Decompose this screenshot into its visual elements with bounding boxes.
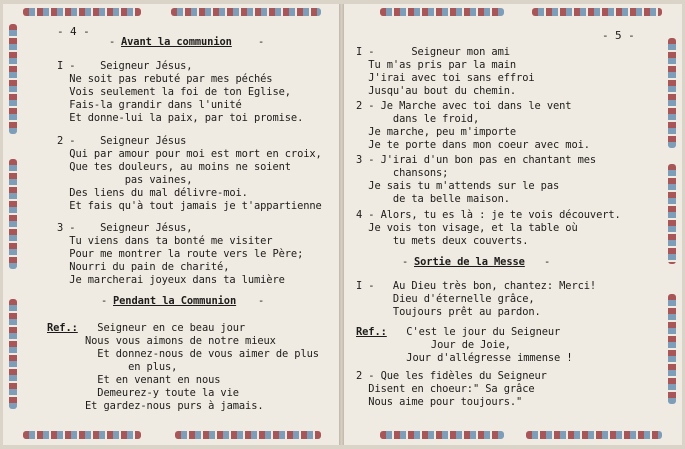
ornament-border-bottom-left	[380, 431, 504, 439]
section-dash: -	[402, 256, 409, 268]
verse-line: I - Seigneur mon ami	[356, 46, 510, 58]
section-title: Avant la communion	[121, 36, 232, 48]
verse-line: de ta belle maison.	[356, 193, 510, 205]
verse-line: I - Au Dieu très bon, chantez: Merci!	[356, 280, 597, 292]
refrain-label: Ref.:	[47, 322, 78, 334]
verse-line: Je marche, peu m'importe	[356, 126, 517, 138]
verse-line: 2 - Que les fidèles du Seigneur	[356, 370, 547, 382]
section-dash: -	[258, 295, 265, 307]
verse-line: Tu viens dans ta bonté me visiter	[57, 235, 273, 247]
verse-line: Je sais tu m'attends sur le pas	[356, 180, 560, 192]
ornament-border-left-middle	[9, 159, 17, 269]
refrain-line: Seigneur en ce beau jour	[85, 322, 246, 334]
ornament-border-right-bottom	[668, 294, 676, 404]
right-page	[344, 4, 682, 445]
verse-line: 3 - J'irai d'un bon pas en chantant mes	[356, 154, 597, 166]
verse-line: Nous aime pour toujours."	[356, 396, 523, 408]
ornament-border-bottom-right	[175, 431, 321, 439]
verse-line: Ne soit pas rebuté par mes péchés	[57, 73, 273, 85]
ornament-border-right-middle	[668, 164, 676, 264]
section-dash: -	[544, 256, 551, 268]
ornament-border-top-left	[23, 8, 141, 16]
page-number: - 5 -	[602, 29, 635, 42]
verse-line: pas vaines,	[57, 174, 193, 186]
verse-line: Vois seulement la foi de ton Eglise,	[57, 86, 291, 98]
verse-line: Tu m'as pris par la main	[356, 59, 517, 71]
verse-line: Je te porte dans mon coeur avec moi.	[356, 139, 590, 151]
section-dash: -	[101, 295, 108, 307]
section-title: Sortie de la Messe	[414, 256, 525, 268]
verse-line: I - Seigneur Jésus,	[57, 60, 193, 72]
verse-line: Et fais qu'à tout jamais je t'appartienne	[57, 200, 322, 212]
verse-line: Dieu d'éternelle grâce,	[356, 293, 535, 305]
refrain-line: C'est le jour du Seigneur	[394, 326, 561, 338]
verse-line: Que tes douleurs, au moins ne soient	[57, 161, 291, 173]
verse-line: Toujours prêt au pardon.	[356, 306, 541, 318]
left-page	[3, 4, 339, 445]
verse-line: 3 - Seigneur Jésus,	[57, 222, 193, 234]
ornament-border-top-left	[380, 8, 504, 16]
refrain-line: Et gardez-nous purs à jamais.	[85, 400, 264, 412]
refrain-label: Ref.:	[356, 326, 387, 338]
verse-line: 4 - Alors, tu es là : je te vois découvert.	[356, 209, 621, 221]
ornament-border-left-top	[9, 24, 17, 134]
verse-line: Pour me montrer la route vers le Père;	[57, 248, 304, 260]
refrain-line: Demeurez-y toute la vie	[85, 387, 239, 399]
refrain-line: en plus,	[85, 361, 178, 373]
refrain-line: Nous vous aimons de notre mieux	[85, 335, 276, 347]
section-dash: -	[109, 36, 116, 48]
ornament-border-top-right	[171, 8, 321, 16]
verse-line: Fais-la grandir dans l'unité	[57, 99, 242, 111]
refrain-line: Jour de Joie,	[394, 339, 511, 351]
ornament-border-top-right	[532, 8, 662, 16]
verse-line: chansons;	[356, 167, 449, 179]
verse-line: Des liens du mal délivre-moi.	[57, 187, 248, 199]
section-dash: -	[258, 36, 265, 48]
refrain-line: Et en venant en nous	[85, 374, 221, 386]
verse-line: tu mets deux couverts.	[356, 235, 529, 247]
ornament-border-bottom-right	[526, 431, 662, 439]
verse-line: Qui par amour pour moi est mort en croix,	[57, 148, 322, 160]
verse-line: 2 - Je Marche avec toi dans le vent	[356, 100, 572, 112]
refrain-line: Et donnez-nous de vous aimer de plus	[85, 348, 319, 360]
refrain-line: Jour d'allégresse immense !	[394, 352, 573, 364]
verse-line: dans le froid,	[356, 113, 480, 125]
section-title: Pendant la Communion	[113, 295, 237, 307]
verse-line: Je vois ton visage, et la table où	[356, 222, 578, 234]
ornament-border-right-top	[668, 38, 676, 148]
verse-line: Et donne-lui la paix, par toi promise.	[57, 112, 304, 124]
ornament-border-left-bottom	[9, 299, 17, 409]
verse-line: 2 - Seigneur Jésus	[57, 135, 187, 147]
verse-line: Jusqu'au bout du chemin.	[356, 85, 517, 97]
verse-line: Nourri du pain de charité,	[57, 261, 230, 273]
verse-line: Disent en choeur:" Sa grâce	[356, 383, 535, 395]
ornament-border-bottom-left	[23, 431, 141, 439]
verse-line: Je marcherai joyeux dans ta lumière	[57, 274, 285, 286]
page-number: - 4 -	[57, 25, 90, 38]
verse-line: J'irai avec toi sans effroi	[356, 72, 535, 84]
